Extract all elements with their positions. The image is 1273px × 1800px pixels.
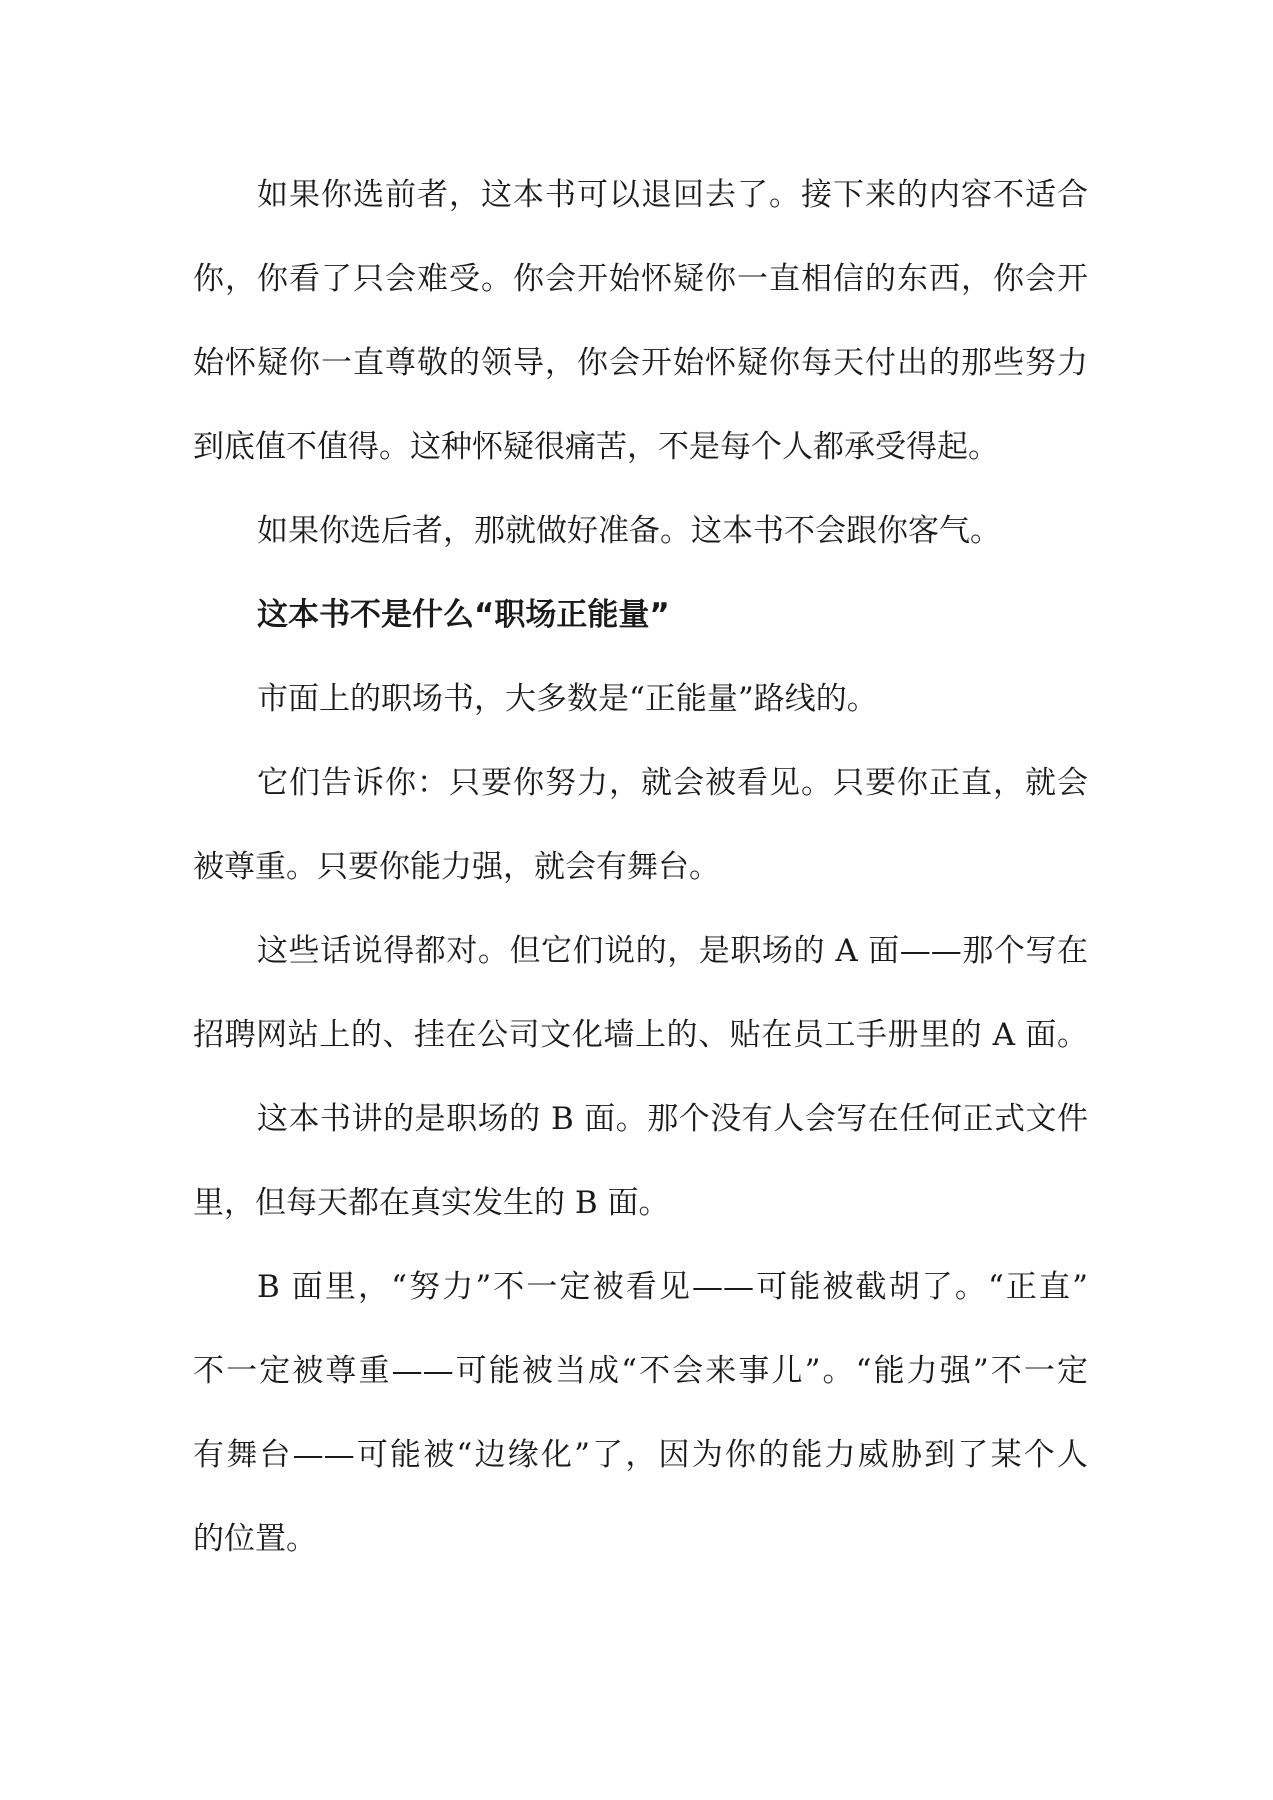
paragraph-7-line-2: 不一定被尊重——可能被当成“不会来事儿”。“能力强”不一定 [193, 1353, 1088, 1389]
paragraph-1-line-4: 到底值不值得。这种怀疑很痛苦，不是每个人都承受得起。 [193, 429, 999, 465]
paragraph-1-line-3: 始怀疑你一直尊敬的领导，你会开始怀疑你每天付出的那些努力 [193, 345, 1088, 381]
paragraph-6-line-1: 这本书讲的是职场的 B 面。那个没有人会写在任何正式文件 [257, 1101, 1088, 1137]
paragraph-5-line-1: 这些话说得都对。但它们说的，是职场的 A 面——那个写在 [257, 933, 1088, 969]
paragraph-4-line-1: 它们告诉你：只要你努力，就会被看见。只要你正直，就会 [257, 765, 1088, 801]
paragraph-4-line-2: 被尊重。只要你能力强，就会有舞台。 [193, 849, 720, 885]
paragraph-1-line-1: 如果你选前者，这本书可以退回去了。接下来的内容不适合 [257, 177, 1088, 213]
paragraph-7-line-3: 有舞台——可能被“边缘化”了，因为你的能力威胁到了某个人 [193, 1437, 1088, 1473]
paragraph-2-line-1: 如果你选后者，那就做好准备。这本书不会跟你客气。 [257, 513, 1001, 549]
paragraph-1-line-2: 你，你看了只会难受。你会开始怀疑你一直相信的东西，你会开 [193, 261, 1088, 297]
paragraph-3-line-1: 市面上的职场书，大多数是“正能量”路线的。 [257, 681, 878, 717]
paragraph-6-line-2: 里，但每天都在真实发生的 B 面。 [193, 1185, 670, 1221]
paragraph-7-line-1: B 面里，“努力”不一定被看见——可能被截胡了。“正直” [257, 1269, 1088, 1305]
paragraph-7-line-4: 的位置。 [193, 1521, 317, 1557]
section-heading: 这本书不是什么“职场正能量” [257, 597, 670, 633]
paragraph-5-line-2: 招聘网站上的、挂在公司文化墙上的、贴在员工手册里的 A 面。 [193, 1017, 1088, 1053]
